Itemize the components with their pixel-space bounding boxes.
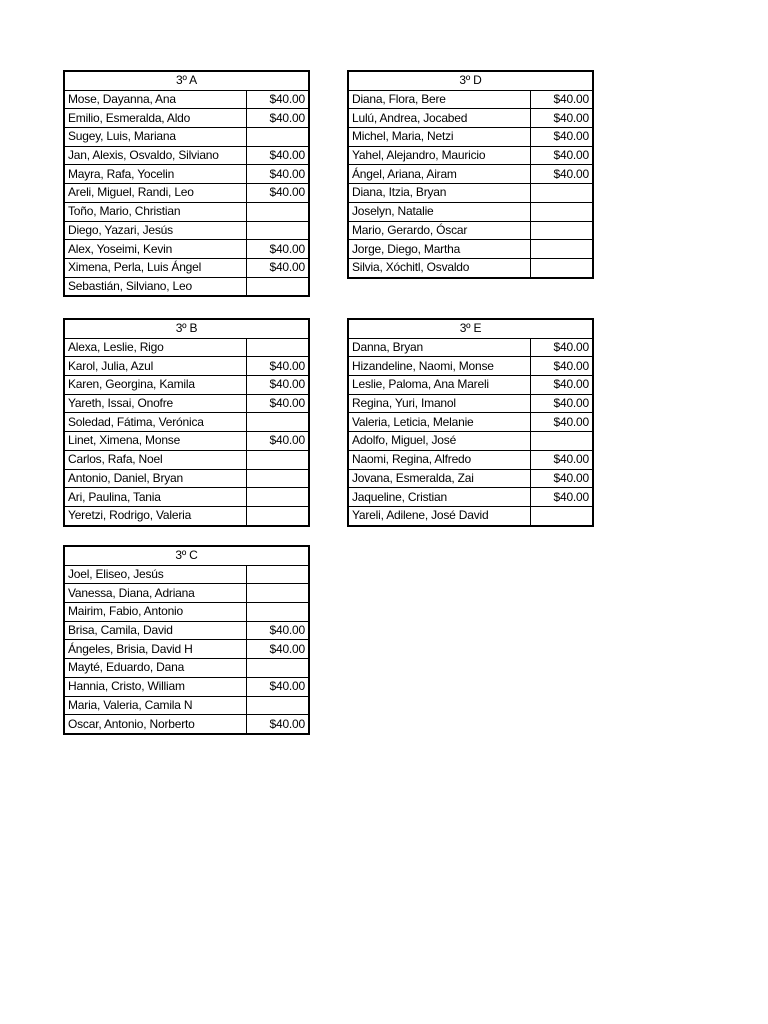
- student-names-cell: Areli, Miguel, Randi, Leo: [64, 184, 246, 203]
- amount-cell: [530, 202, 593, 221]
- amount-cell: [246, 221, 309, 240]
- table-row: [64, 696, 309, 715]
- student-names-cell: Michel, Maria, Netzi: [348, 128, 530, 147]
- amount-cell: $40.00: [246, 165, 309, 184]
- amount-cell: [246, 603, 309, 622]
- student-names-cell: Hizandeline, Naomi, Monse: [348, 357, 530, 376]
- group-3b-table: [63, 318, 310, 527]
- table-row: [348, 432, 593, 451]
- student-names-cell: Valeria, Leticia, Melanie: [348, 413, 530, 432]
- table-row: [348, 258, 593, 277]
- table-row: [348, 90, 593, 109]
- student-names-cell: Jorge, Diego, Martha: [348, 240, 530, 259]
- amount-cell: $40.00: [246, 184, 309, 203]
- student-names-cell: Jaqueline, Cristian: [348, 488, 530, 507]
- student-names-cell: Silvia, Xóchitl, Osvaldo: [348, 258, 530, 277]
- student-names-cell: Yeretzi, Rodrigo, Valeria: [64, 506, 246, 525]
- amount-cell: $40.00: [246, 357, 309, 376]
- student-names-cell: Yareli, Adilene, José David: [348, 506, 530, 525]
- amount-cell: $40.00: [530, 146, 593, 165]
- group-rows: [348, 338, 593, 525]
- amount-cell: [246, 413, 309, 432]
- student-names-cell: Ángel, Ariana, Airam: [348, 165, 530, 184]
- table-row: [64, 146, 309, 165]
- amount-cell: [246, 450, 309, 469]
- table-row: [64, 165, 309, 184]
- student-names-cell: Karen, Georgina, Kamila: [64, 376, 246, 395]
- student-names-cell: Joel, Eliseo, Jesús: [64, 565, 246, 584]
- student-names-cell: Mayté, Eduardo, Dana: [64, 659, 246, 678]
- amount-cell: $40.00: [246, 394, 309, 413]
- student-names-cell: Diana, Flora, Bere: [348, 90, 530, 109]
- amount-cell: $40.00: [530, 109, 593, 128]
- table-row: [348, 128, 593, 147]
- student-names-cell: Jan, Alexis, Osvaldo, Silviano: [64, 146, 246, 165]
- student-names-cell: Mose, Dayanna, Ana: [64, 90, 246, 109]
- group-title: 3º D: [348, 71, 593, 90]
- table-row: [64, 202, 309, 221]
- table-row: [64, 432, 309, 451]
- student-names-cell: Diego, Yazari, Jesús: [64, 221, 246, 240]
- student-names-cell: Lulú, Andrea, Jocabed: [348, 109, 530, 128]
- student-names-cell: Yareth, Issai, Onofre: [64, 394, 246, 413]
- table-row: [64, 621, 309, 640]
- student-names-cell: Joselyn, Natalie: [348, 202, 530, 221]
- table-row: [64, 565, 309, 584]
- table-row: [64, 258, 309, 277]
- amount-cell: $40.00: [530, 128, 593, 147]
- table-row: [64, 640, 309, 659]
- table-row: [348, 338, 593, 357]
- student-names-cell: Mayra, Rafa, Yocelin: [64, 165, 246, 184]
- amount-cell: $40.00: [246, 640, 309, 659]
- table-row: [64, 90, 309, 109]
- amount-cell: $40.00: [530, 376, 593, 395]
- amount-cell: [246, 202, 309, 221]
- table-row: [348, 221, 593, 240]
- table-row: [64, 413, 309, 432]
- group-3c-table: [63, 545, 310, 735]
- amount-cell: $40.00: [530, 450, 593, 469]
- group-rows: [64, 338, 309, 525]
- student-names-cell: Adolfo, Miguel, José: [348, 432, 530, 451]
- group-3a-table: [63, 70, 310, 297]
- table-row: [64, 109, 309, 128]
- amount-cell: $40.00: [530, 469, 593, 488]
- table-row: [64, 450, 309, 469]
- table-row: [64, 394, 309, 413]
- table-row: [64, 357, 309, 376]
- student-names-cell: Mairim, Fabio, Antonio: [64, 603, 246, 622]
- student-names-cell: Brisa, Camila, David: [64, 621, 246, 640]
- group-title: 3º A: [64, 71, 309, 90]
- student-names-cell: Karol, Julia, Azul: [64, 357, 246, 376]
- student-names-cell: Sebastián, Silviano, Leo: [64, 277, 246, 296]
- amount-cell: $40.00: [246, 240, 309, 259]
- student-names-cell: Sugey, Luis, Mariana: [64, 128, 246, 147]
- student-names-cell: Diana, Itzia, Bryan: [348, 184, 530, 203]
- amount-cell: [246, 506, 309, 525]
- student-names-cell: Linet, Ximena, Monse: [64, 432, 246, 451]
- amount-cell: [530, 184, 593, 203]
- amount-cell: [246, 488, 309, 507]
- amount-cell: $40.00: [246, 376, 309, 395]
- table-row: [348, 202, 593, 221]
- student-names-cell: Jovana, Esmeralda, Zai: [348, 469, 530, 488]
- table-row: [348, 488, 593, 507]
- table-row: [64, 128, 309, 147]
- table-row: [64, 715, 309, 734]
- group-title: 3º B: [64, 319, 309, 338]
- table-row: [348, 109, 593, 128]
- student-names-cell: Hannia, Cristo, William: [64, 677, 246, 696]
- student-names-cell: Antonio, Daniel, Bryan: [64, 469, 246, 488]
- student-names-cell: Oscar, Antonio, Norberto: [64, 715, 246, 734]
- amount-cell: [530, 221, 593, 240]
- student-names-cell: Ximena, Perla, Luis Ángel: [64, 258, 246, 277]
- table-row: [64, 488, 309, 507]
- amount-cell: [530, 506, 593, 525]
- table-row: [348, 165, 593, 184]
- amount-cell: $40.00: [530, 90, 593, 109]
- group-rows: [64, 565, 309, 734]
- student-names-cell: Vanessa, Diana, Adriana: [64, 584, 246, 603]
- table-row: [64, 338, 309, 357]
- table-row: [64, 506, 309, 525]
- group-rows: [64, 90, 309, 296]
- student-names-cell: Alexa, Leslie, Rigo: [64, 338, 246, 357]
- amount-cell: $40.00: [246, 109, 309, 128]
- student-names-cell: Leslie, Paloma, Ana Mareli: [348, 376, 530, 395]
- amount-cell: [246, 584, 309, 603]
- table-row: [348, 146, 593, 165]
- student-names-cell: Toño, Mario, Christian: [64, 202, 246, 221]
- table-row: [64, 659, 309, 678]
- amount-cell: [530, 240, 593, 259]
- student-names-cell: Maria, Valeria, Camila N: [64, 696, 246, 715]
- amount-cell: $40.00: [530, 488, 593, 507]
- student-names-cell: Yahel, Alejandro, Mauricio: [348, 146, 530, 165]
- table-row: [64, 677, 309, 696]
- group-title: 3º E: [348, 319, 593, 338]
- amount-cell: $40.00: [530, 338, 593, 357]
- amount-cell: [530, 258, 593, 277]
- table-row: [348, 450, 593, 469]
- group-3e-table: [347, 318, 594, 527]
- student-names-cell: Alex, Yoseimi, Kevin: [64, 240, 246, 259]
- table-row: [348, 469, 593, 488]
- amount-cell: $40.00: [530, 413, 593, 432]
- table-row: [348, 184, 593, 203]
- amount-cell: [246, 659, 309, 678]
- group-rows: [348, 90, 593, 277]
- amount-cell: [246, 469, 309, 488]
- student-names-cell: Mario, Gerardo, Óscar: [348, 221, 530, 240]
- table-row: [348, 506, 593, 525]
- amount-cell: [246, 565, 309, 584]
- student-names-cell: Carlos, Rafa, Noel: [64, 450, 246, 469]
- student-names-cell: Naomi, Regina, Alfredo: [348, 450, 530, 469]
- table-row: [64, 469, 309, 488]
- amount-cell: [246, 277, 309, 296]
- amount-cell: $40.00: [530, 394, 593, 413]
- amount-cell: $40.00: [246, 90, 309, 109]
- group-3d-table: [347, 70, 594, 279]
- amount-cell: [246, 696, 309, 715]
- table-row: [348, 376, 593, 395]
- table-row: [64, 584, 309, 603]
- table-row: [64, 184, 309, 203]
- table-row: [348, 240, 593, 259]
- student-names-cell: Ángeles, Brisia, David H: [64, 640, 246, 659]
- table-row: [348, 413, 593, 432]
- student-names-cell: Regina, Yuri, Imanol: [348, 394, 530, 413]
- table-row: [64, 603, 309, 622]
- amount-cell: $40.00: [530, 357, 593, 376]
- amount-cell: $40.00: [246, 146, 309, 165]
- amount-cell: [530, 432, 593, 451]
- amount-cell: $40.00: [246, 677, 309, 696]
- table-row: [64, 240, 309, 259]
- group-title: 3º C: [64, 546, 309, 565]
- student-names-cell: Danna, Bryan: [348, 338, 530, 357]
- amount-cell: $40.00: [246, 715, 309, 734]
- student-names-cell: Soledad, Fátima, Verónica: [64, 413, 246, 432]
- table-row: [348, 394, 593, 413]
- student-names-cell: Ari, Paulina, Tania: [64, 488, 246, 507]
- table-row: [64, 376, 309, 395]
- amount-cell: $40.00: [246, 258, 309, 277]
- amount-cell: [246, 338, 309, 357]
- amount-cell: $40.00: [246, 621, 309, 640]
- table-row: [64, 221, 309, 240]
- amount-cell: [246, 128, 309, 147]
- student-names-cell: Emilio, Esmeralda, Aldo: [64, 109, 246, 128]
- amount-cell: $40.00: [246, 432, 309, 451]
- amount-cell: $40.00: [530, 165, 593, 184]
- table-row: [348, 357, 593, 376]
- table-row: [64, 277, 309, 296]
